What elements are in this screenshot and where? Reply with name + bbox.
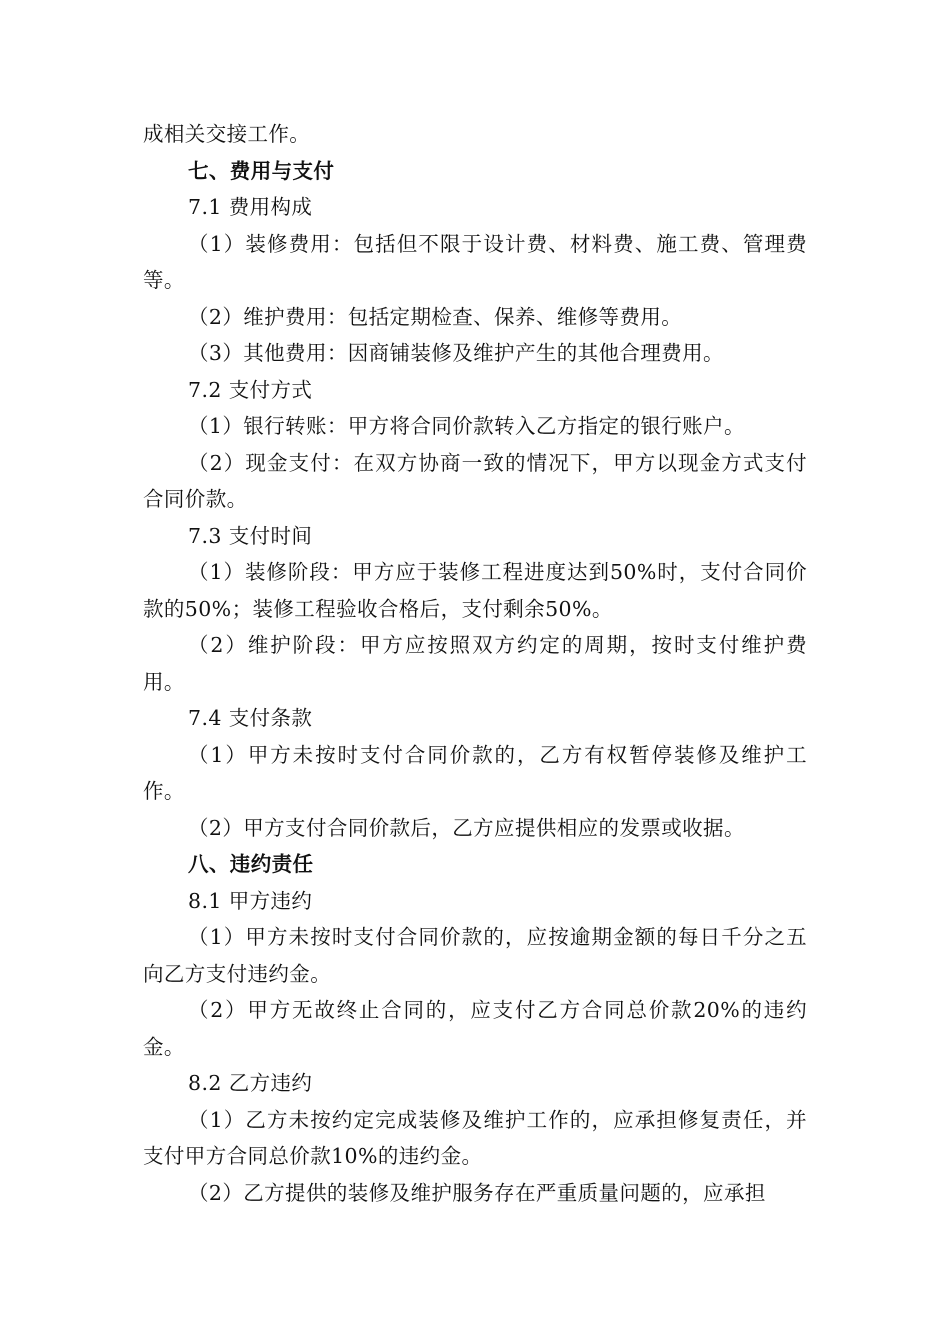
list-item: （1）银行转账：甲方将合同价款转入乙方指定的银行账户。 <box>188 414 745 438</box>
document-body <box>143 116 807 1211</box>
subsection-7-1: 7.1 费用构成 <box>188 195 313 219</box>
section-heading-7: 七、费用与支付 <box>188 158 335 183</box>
list-item: （2）甲方无故终止合同的，应支付乙方合同总价款20%的违约金。 <box>143 998 807 1059</box>
subsection-7-3: 7.3 支付时间 <box>188 523 313 548</box>
subsection-8-1: 8.1 甲方违约 <box>188 888 313 913</box>
list-item: （2）维护费用：包括定期检查、保养、维修等费用。 <box>188 304 683 329</box>
list-item: （2）甲方支付合同价款后，乙方应提供相应的发票或收据。 <box>188 815 745 840</box>
paragraph-continuation: 成相关交接工作。 <box>143 122 311 146</box>
list-item: （2）乙方提供的装修及维护服务存在严重质量问题的，应承担 <box>188 1180 766 1205</box>
list-item: （1）甲方未按时支付合同价款的，乙方有权暂停装修及维护工作。 <box>143 742 807 803</box>
list-item: （2）现金支付：在双方协商一致的情况下，甲方以现金方式支付合同价款。 <box>143 450 807 511</box>
subsection-7-2: 7.2 支付方式 <box>188 377 313 402</box>
list-item: （1）甲方未按时支付合同价款的，应按逾期金额的每日千分之五向乙方支付违约金。 <box>143 925 807 986</box>
list-item: （2）维护阶段：甲方应按照双方约定的周期，按时支付维护费用。 <box>143 633 807 694</box>
list-item: （1）乙方未按约定完成装修及维护工作的，应承担修复责任，并支付甲方合同总价款10%的违约金。 <box>143 1107 807 1168</box>
subsection-8-2: 8.2 乙方违约 <box>188 1071 313 1095</box>
list-item: （1）装修阶段：甲方应于装修工程进度达到50%时，支付合同价款的50%；装修工程验收合格后，支付剩余50%。 <box>143 560 807 621</box>
section-heading-8: 八、违约责任 <box>188 852 314 876</box>
list-item: （3）其他费用：因商铺装修及维护产生的其他合理费用。 <box>188 341 724 365</box>
subsection-7-4: 7.4 支付条款 <box>188 706 313 730</box>
list-item: （1）装修费用：包括但不限于设计费、材料费、施工费、管理费等。 <box>143 231 807 292</box>
